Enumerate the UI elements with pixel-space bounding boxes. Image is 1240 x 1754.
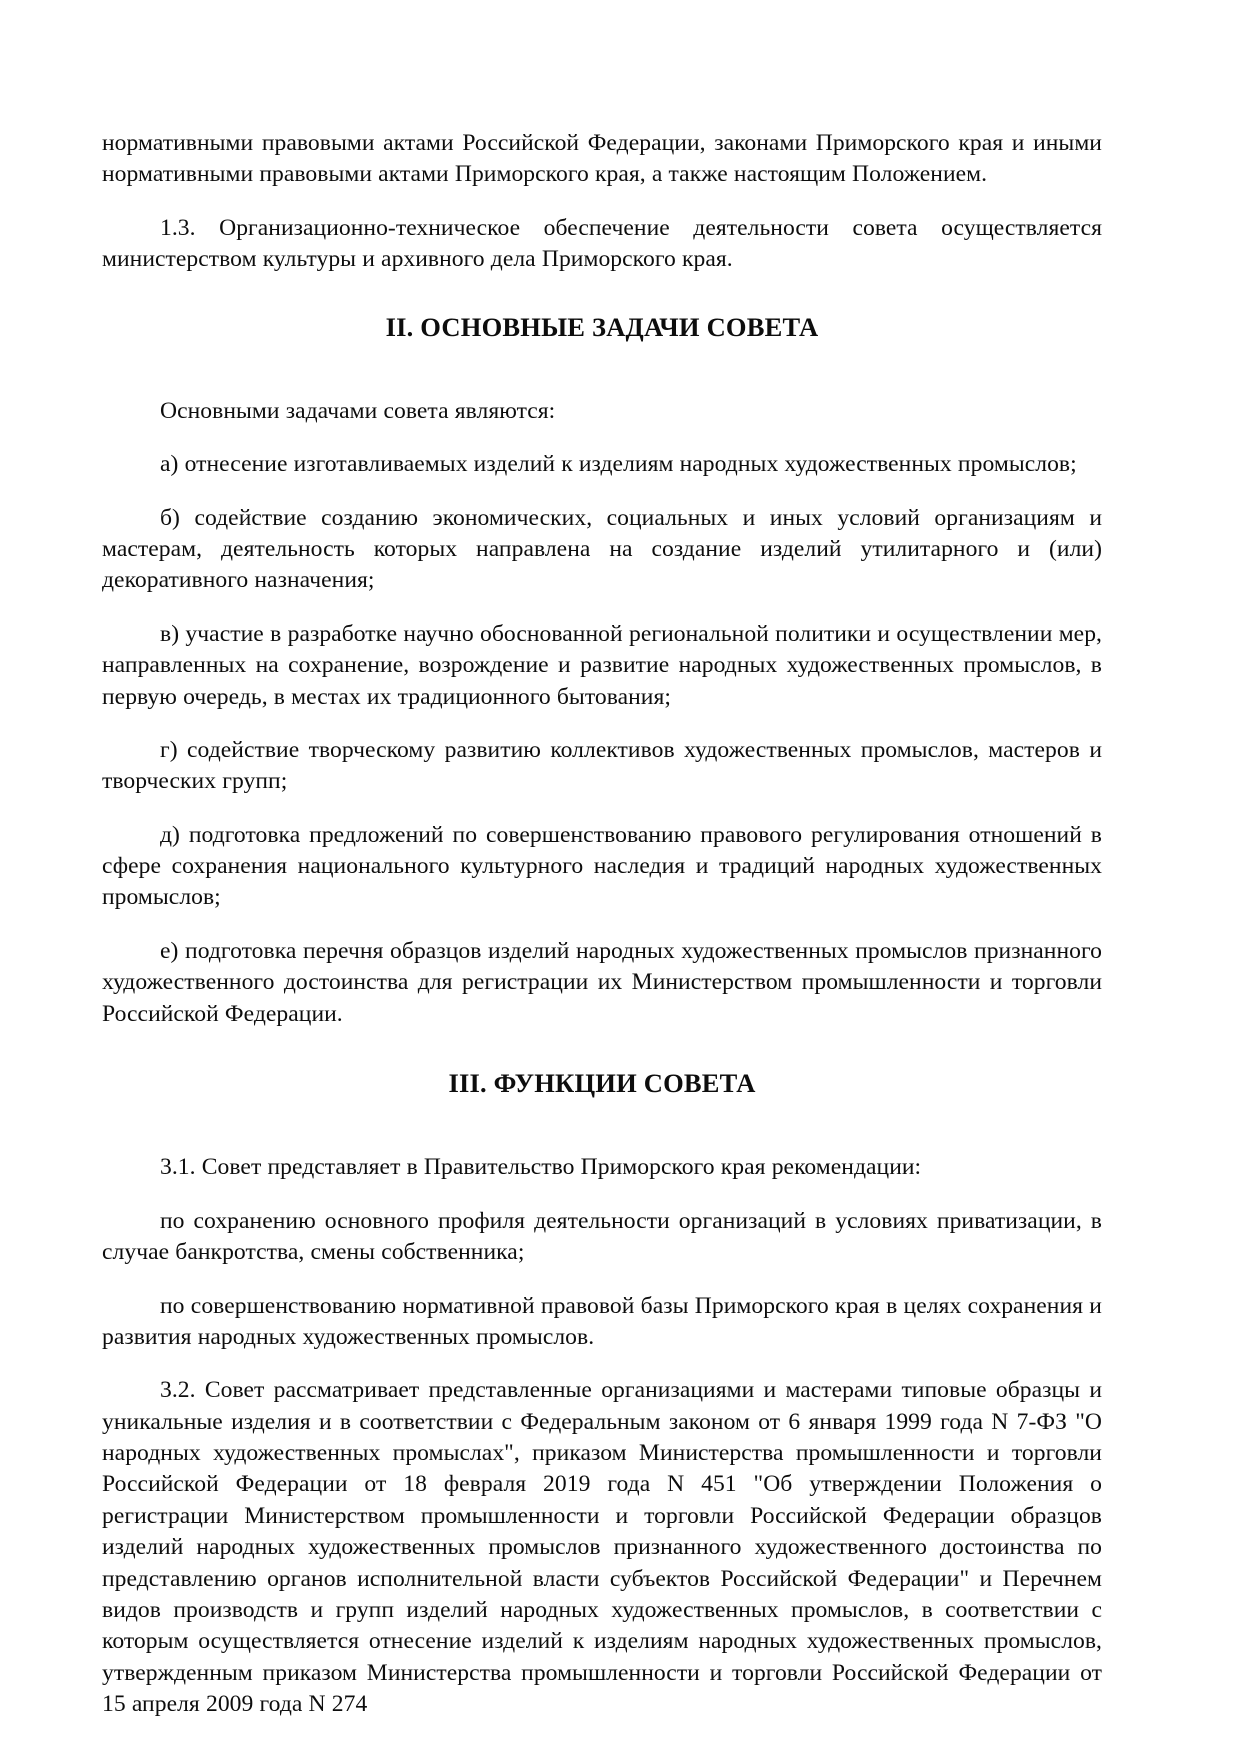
clause-3-1-item-1: по сохранению основного профиля деятельности организаций в условиях приватизации, в случае банкротства, смены собственника; [102,1207,1102,1266]
section-heading-ii: II. ОСНОВНЫЕ ЗАДАЧИ СОВЕТА [385,311,819,342]
section-ii-item-v: в) участие в разработке научно обоснованной региональной политики и осуществлении мер, направленных на сохранение, возрождение и развитие народных художественных промыслов, в первую очередь, в местах их традиционного бытования; [102,620,1102,710]
section-ii-item-g: г) содействие творческому развитию коллективов художественных промыслов, мастеров и творческих групп; [102,736,1102,795]
continuation-paragraph: нормативными правовыми актами Российской Федерации, законами Приморского края и иными нормативными правовыми актами Приморского края, а также настоящим Положением. [102,130,1102,188]
clause-1-3-paragraph: 1.3. Организационно-техническое обеспечение деятельности совета осуществляется министерством культуры и архивного дела Приморского края. [102,214,1102,273]
section-ii-item-d: д) подготовка предложений по совершенствованию правового регулирования отношений в сфере сохранения национального культурного наследия и традиций народных художественных промыслов; [102,821,1102,911]
section-ii-item-e: е) подготовка перечня образцов изделий народных художественных промыслов признанного художественного достоинства для регистрации их Министерством промышленности и торговли Российской Федерации. [102,937,1102,1027]
clause-3-1-lead: 3.1. Совет представляет в Правительство Приморского края рекомендации: [160,1154,922,1181]
clause-3-1-item-2: по совершенствованию нормативной правовой базы Приморского края в целях сохранения и развития народных художественных промыслов. [102,1292,1102,1350]
clause-3-2-paragraph: 3.2. Совет рассматривает представленные организациями и мастерами типовые образцы и уникальные изделия и в соответствии с Федеральным законом от 6 января 1999 года N 7-ФЗ "О народных художественных промыслах", приказом Министерства промышленности и торговли Российской Федерации от 18 февраля 2019 года N 451 "Об утверждении Положения о регистрации Министерством промышленности и торговли Российской Федерации образцов изделий народных художественных промыслов признанного художественного достоинства по представлению органов исполнительной власти субъектов Российской Федерации" и Перечнем видов производств и групп изделий народных художественных промыслов, в соответствии с которым осуществляется отнесение изделий к изделиям народных художественных промыслов, утвержденным приказом Министерства промышленности и торговли Российской Федерации от 15 апреля 2009 года N 274 [102,1377,1102,1717]
section-ii-item-b: б) содействие созданию экономических, социальных и иных условий организациям и мастерам, деятельность которых направлена на создание изделий утилитарного и (или) декоративного назначения; [102,504,1102,594]
section-heading-iii: III. ФУНКЦИИ СОВЕТА [448,1067,756,1098]
section-ii-lead: Основными задачами совета являются: [160,397,556,424]
document-body [102,128,1102,1720]
section-ii-item-a: а) отнесение изготавливаемых изделий к изделиям народных художественных промыслов; [160,451,1077,478]
